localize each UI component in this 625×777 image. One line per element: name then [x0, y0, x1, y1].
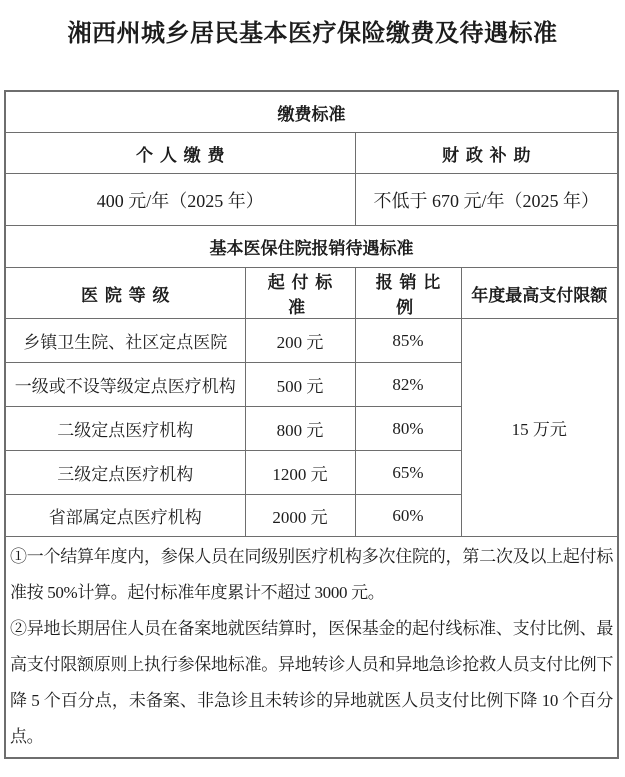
personal-payment-value: 400 元/年（2025 年）	[5, 174, 355, 226]
ratio-cell: 85%	[355, 319, 461, 363]
annual-limit-cell: 15 万元	[461, 319, 618, 537]
hospital-section-header-row	[5, 226, 618, 268]
hospital-section-header: 基本医保住院报销待遇标准	[5, 226, 618, 268]
hospital-level-cell: 省部属定点医疗机构	[5, 495, 245, 537]
deductible-cell: 200 元	[245, 319, 355, 363]
payment-section-header: 缴费标准	[5, 91, 618, 133]
hospital-level-cell: 乡镇卫生院、社区定点医院	[5, 319, 245, 363]
deductible-cell: 800 元	[245, 407, 355, 451]
hospital-level-cell: 一级或不设等级定点医疗机构	[5, 363, 245, 407]
hospital-level-cell: 三级定点医疗机构	[5, 451, 245, 495]
ratio-cell: 65%	[355, 451, 461, 495]
hospital-column-header-row	[5, 268, 618, 319]
note-paragraph-1: ①一个结算年度内，参保人员在同级别医疗机构多次住院的，第二次及以上起付标准按 50%计算。起付标准年度累计不超过 3000 元。	[10, 547, 613, 602]
column-header-ratio: 报销比例	[355, 268, 461, 319]
insurance-table	[4, 90, 619, 759]
ratio-cell: 82%	[355, 363, 461, 407]
deductible-cell: 2000 元	[245, 495, 355, 537]
ratio-cell: 80%	[355, 407, 461, 451]
hospital-level-cell: 二级定点医疗机构	[5, 407, 245, 451]
deductible-cell: 500 元	[245, 363, 355, 407]
notes-cell	[5, 537, 618, 759]
column-header-hospital-level: 医院等级	[5, 268, 245, 319]
note-paragraph-2: ②异地长期居住人员在备案地就医结算时，医保基金的起付线标准、支付比例、最高支付限额原则上执行参保地标准。异地转诊人员和异地急诊抢救人员支付比例下降 5 个百分点，未备案、非急诊且未转诊的异地就医人员支付比例下降 10 个百分点。	[10, 619, 613, 746]
payment-value-row	[5, 174, 618, 226]
page-title: 湘西州城乡居民基本医疗保险缴费及待遇标准	[67, 21, 558, 47]
column-header-deductible: 起付标准	[245, 268, 355, 319]
personal-payment-header: 个人缴费	[5, 133, 355, 174]
payment-section-header-row	[5, 91, 618, 133]
column-header-annual-limit: 年度最高支付限额	[461, 268, 618, 319]
notes-row	[5, 537, 618, 759]
ratio-cell: 60%	[355, 495, 461, 537]
payment-header-row	[5, 133, 618, 174]
deductible-cell: 1200 元	[245, 451, 355, 495]
table-row	[5, 319, 618, 363]
government-subsidy-header: 财政补助	[355, 133, 618, 174]
government-subsidy-value: 不低于 670 元/年（2025 年）	[355, 174, 618, 226]
